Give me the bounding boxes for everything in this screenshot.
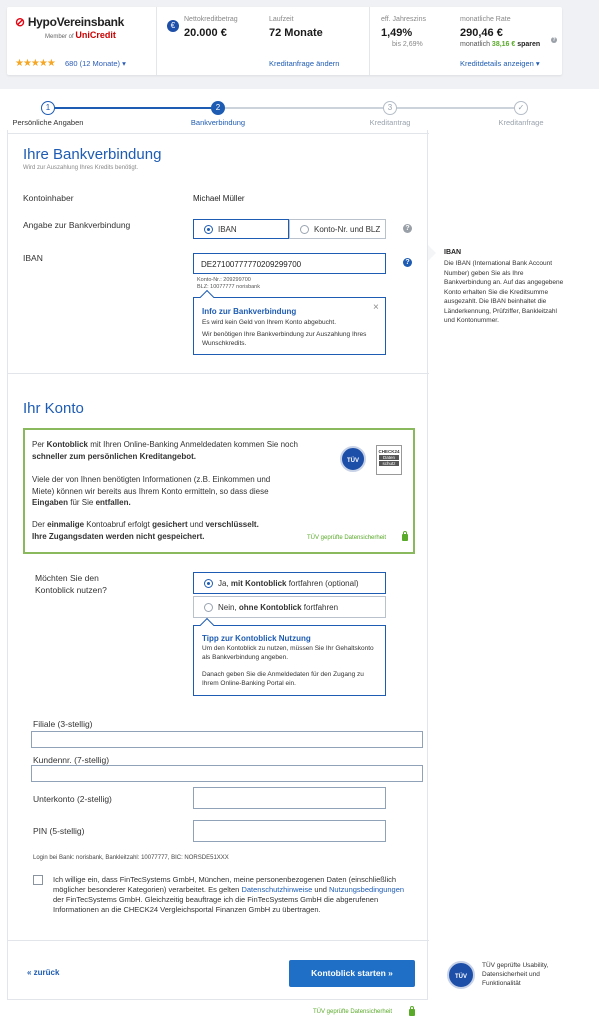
logo-unicredit-text: UniCredit (75, 30, 116, 40)
security-text: Kontoabruf erfolgt (84, 520, 153, 529)
konto-blz-option-label: Konto-Nr. und BLZ (314, 225, 381, 234)
kontoblick-yes-option[interactable] (193, 572, 386, 594)
step-3-label: Kreditantrag (369, 118, 411, 127)
monthly-rate-value: 290,46 € (460, 27, 503, 39)
tuv-usability-icon: TÜV (447, 961, 475, 989)
tuv-badge-icon: TÜV (340, 446, 366, 472)
iban-radio[interactable] (204, 225, 213, 234)
consent-part: der FinTecSystems GmbH. Gleichzeitig beauftrage ich die FinTecSystems GmbH die abgerufenen Informationen an die CHECK24 Vergleichsportal Finanzen GmbH zu übertragen. (53, 895, 379, 914)
intro-text: mit Ihren Online-Banking Anmeldedaten kommen Sie noch (88, 440, 298, 449)
kontoblick-intro (32, 439, 315, 462)
kontoblick-tip-box (193, 625, 386, 696)
back-link[interactable]: « zurück (27, 968, 60, 977)
loan-details-link[interactable]: Kreditdetails anzeigen ▾ (460, 59, 540, 68)
security-bold: einmalige (47, 520, 85, 529)
no-text: fortfahren (301, 603, 339, 612)
divider (8, 133, 429, 134)
pin-input[interactable] (193, 820, 386, 842)
unterkonto-input[interactable] (193, 787, 386, 809)
terms-link[interactable]: Nutzungsbedingungen (329, 885, 405, 894)
tip-text-2: Danach geben Sie die Anmeldedaten für den Zugang zu Ihrem Online-Banking Portal ein. (202, 671, 364, 687)
benefit-bold: entfallen. (95, 498, 131, 507)
bank-section-subtitle: Wird zur Auszahlung Ihres Kredits benötigt. (23, 165, 139, 171)
close-icon[interactable]: × (373, 302, 379, 313)
intro-text: Per (32, 440, 47, 449)
kontoblick-benefit (32, 474, 292, 509)
datenschutz-badge-icon (376, 445, 402, 475)
term-label: Laufzeit (269, 16, 294, 23)
iban-option[interactable] (193, 219, 289, 239)
savings-line (460, 41, 540, 48)
edit-request-link[interactable]: Kreditanfrage ändern (269, 59, 340, 68)
rating-stars: ★★★★★ (15, 58, 55, 69)
euro-icon: € (167, 20, 179, 32)
consent-text (53, 875, 405, 915)
benefit-text: Viele der von Ihnen benötigten Informationen (z.B. Einkommen und Miete) können wir bereits aus Ihrem Konto ermitteln, so dass diese (32, 475, 271, 496)
bank-info-text-1: Es wird kein Geld von Ihrem Konto abgebucht. (202, 319, 337, 326)
filiale-label: Filiale (3-stellig) (33, 719, 93, 729)
term-value: 72 Monate (269, 27, 323, 39)
konto-blz-option[interactable] (289, 219, 386, 239)
rating-count-link[interactable]: 680 (12 Monate) ▾ (65, 59, 126, 68)
bank-logo (15, 15, 155, 40)
bank-info-box (193, 297, 386, 355)
security-bold: gesichert (152, 520, 188, 529)
side-info-text: Die IBAN (International Bank Account Number) geben Sie als Ihre Bankverbindung an. Auf das angegebene Konto erhalten Sie die Kreditsumme ausgezahlt. Die IBAN beinhaltet die Länderkennung, Prüfziffer, Bankleitzahl und Kontonummer. (444, 260, 564, 324)
start-kontoblick-button[interactable]: Kontoblick starten » (289, 960, 415, 987)
privacy-link[interactable]: Datenschutzhinweise (241, 885, 313, 894)
security-bold: verschlüsselt. (205, 520, 259, 529)
step-line-done (50, 107, 218, 109)
security-text: und (187, 520, 206, 529)
kontoblick-yes-label (218, 579, 359, 588)
iban-help-icon[interactable]: ? (403, 258, 412, 267)
progress-stepper (0, 95, 599, 130)
divider (8, 373, 429, 374)
konto-blz-radio[interactable] (300, 225, 309, 234)
kontoblick-no-label (218, 603, 338, 612)
step-line-pending (218, 107, 520, 109)
bank-type-help-icon[interactable]: ? (403, 224, 412, 233)
ds-badge-line: Daten (379, 455, 399, 460)
offer-summary-card (7, 7, 562, 75)
consent-checkbox[interactable] (33, 875, 43, 885)
kundennr-label: Kundennr. (7-stellig) (33, 755, 110, 765)
kundennr-input[interactable] (31, 765, 423, 782)
logo-brand-text: HypoVereinsbank (27, 15, 125, 29)
divider (369, 7, 370, 75)
blz-text: BLZ: 10077777 norisbank (197, 283, 260, 290)
header-bar (0, 0, 599, 89)
step-2-dot: 2 (211, 101, 225, 115)
step-4-label: Kreditanfrage (498, 118, 544, 127)
step-2-label: Bankverbindung (190, 118, 246, 127)
benefit-bold: Eingaben (32, 498, 69, 507)
iban-option-label: IBAN (218, 225, 237, 234)
intro-bold: Kontoblick (46, 440, 89, 449)
ds-badge-line: CHECK24 (378, 449, 400, 454)
savings-info-icon[interactable]: ? (552, 37, 556, 43)
ds-badge-line: schutz (379, 461, 399, 466)
yes-bold: mit Kontoblick (230, 579, 287, 588)
step-4-check-icon: ✓ (514, 101, 528, 115)
hvb-logo-icon: ⊘ (15, 15, 25, 29)
consent-part: und (312, 885, 329, 894)
kontoblick-security (32, 519, 312, 542)
apr-label: eff. Jahreszins (381, 16, 427, 23)
filiale-input[interactable] (31, 731, 423, 748)
unterkonto-label: Unterkonto (2-stellig) (33, 794, 112, 804)
yes-text: fortfahren (optional) (286, 579, 359, 588)
side-info-title: IBAN (444, 249, 462, 256)
iban-resolved-info (197, 277, 260, 290)
kontoblick-info-box (23, 428, 415, 554)
tuv-usability-text: TÜV geprüfte Usability, Datensicherheit und Funktionalität (482, 962, 549, 987)
bank-info-text-2: Wir benötigen Ihre Bankverbindung zur Auszahlung Ihres Wunschkredits. (202, 331, 367, 347)
savings-suffix: sparen (517, 41, 541, 48)
footer-tuv-note: TÜV geprüfte Datensicherheit (313, 1009, 393, 1015)
security-bold: Ihre Zugangsdaten werden nicht gespeichert. (32, 531, 205, 541)
pin-label: PIN (5-stellig) (33, 826, 85, 836)
savings-value: 38,16 € (491, 41, 516, 48)
iban-input[interactable]: DE27100777770209299700 (193, 253, 386, 274)
consent-part: Ich willige ein, dass FinTecSystems GmbH, München, meine personenbezogenen Daten (einschließlich möglicher besonderer Kategorien) verarbeitet. Es gelten (53, 875, 397, 894)
bank-type-label: Angabe zur Bankverbindung (23, 220, 131, 230)
step-1-dot[interactable]: 1 (41, 101, 55, 115)
step-1-label[interactable]: Persönliche Angaben (12, 118, 84, 127)
apr-range: bis 2,69% (392, 41, 423, 48)
step-3-dot: 3 (383, 101, 397, 115)
kontoblick-question: Möchten Sie den Kontoblick nutzen? (35, 573, 107, 595)
tip-text-1: Um den Kontoblick zu nutzen, müssen Sie Ihr Gehaltskonto als Bankverbindung angeben. (202, 645, 374, 661)
no-text: Nein, (218, 603, 239, 612)
holder-label: Kontoinhaber (23, 193, 74, 203)
security-text: Der (32, 520, 48, 529)
bank-section-title: Ihre Bankverbindung (23, 146, 162, 163)
no-bold: ohne Kontoblick (238, 603, 302, 612)
bank-login-info: Login bei Bank: norisbank, Bankleitzahl: 10077777, BIC: NORSDE51XXX (33, 855, 229, 861)
logo-member-text: Member of (45, 34, 74, 40)
side-info-arrow-icon (428, 245, 436, 261)
divider (156, 7, 157, 75)
tuv-note: TÜV geprüfte Datensicherheit (307, 535, 387, 541)
lock-icon (402, 534, 408, 541)
tip-title: Tipp zur Kontoblick Nutzung (202, 634, 311, 643)
kontoblick-no-option[interactable] (193, 596, 386, 618)
divider (8, 940, 429, 941)
intro-bold: schneller zum persönlichen Kreditangebot. (32, 451, 197, 461)
yes-text: Ja, (218, 579, 231, 588)
holder-value: Michael Müller (193, 194, 245, 203)
savings-prefix: monatlich (460, 41, 490, 48)
konto-section-title: Ihr Konto (23, 400, 84, 417)
konto-nr-text: Konto-Nr.: 209299700 (197, 277, 251, 283)
footer-lock-icon (409, 1009, 415, 1016)
benefit-text: für Sie (68, 498, 96, 507)
monthly-rate-label: monatliche Rate (460, 16, 511, 23)
net-amount-value: 20.000 € (184, 27, 227, 39)
kontoblick-yes-radio[interactable] (204, 579, 213, 588)
apr-value: 1,49% (381, 27, 413, 39)
iban-label: IBAN (23, 253, 43, 263)
net-amount-label: Nettokreditbetrag (184, 16, 238, 23)
kontoblick-no-radio[interactable] (204, 603, 213, 612)
bank-info-title: Info zur Bankverbindung (202, 307, 297, 316)
